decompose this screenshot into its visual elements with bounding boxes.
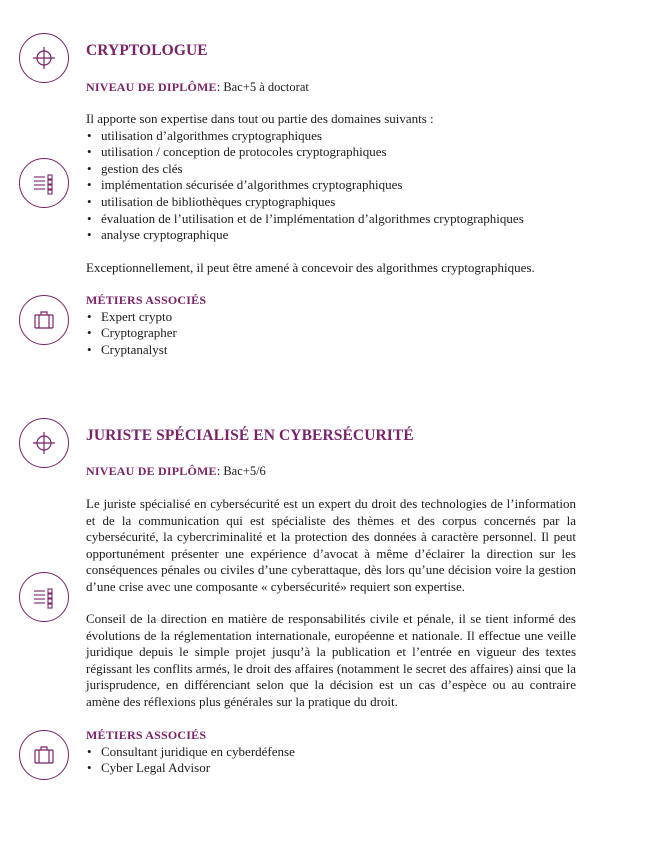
jobs-label: MÉTIERS ASSOCIÉS — [86, 728, 207, 742]
section-title: CRYPTOLOGUE — [86, 42, 208, 59]
crosshair-icon — [19, 33, 69, 83]
list-item: • évaluation de l’utilisation et de l’implémentation d’algorithmes cryptographiques — [86, 211, 576, 228]
intro-text: Il apporte son expertise dans tout ou partie des domaines suivants : — [86, 111, 434, 126]
list-item: • analyse cryptographique — [86, 227, 576, 244]
jobs-block — [86, 727, 576, 777]
list-item: • Expert crypto — [86, 309, 576, 326]
checklist-icon — [19, 158, 69, 208]
list-item: • gestion des clés — [86, 161, 576, 178]
list-item: • utilisation d’algorithmes cryptographiques — [86, 128, 576, 145]
degree-line — [86, 79, 576, 96]
paragraph-1 — [86, 496, 576, 596]
paragraph-2 — [86, 611, 576, 711]
note-block — [86, 260, 576, 277]
degree-label: NIVEAU DE DIPLÔME — [86, 80, 217, 94]
note-text: Exceptionnellement, il peut être amené à concevoir des algorithmes cryptographiques. — [86, 260, 535, 275]
section-juriste — [86, 428, 576, 445]
list-item: • Consultant juridique en cyberdéfense — [86, 744, 576, 761]
jobs-list — [86, 309, 576, 359]
degree-value: : Bac+5 à doctorat — [216, 80, 309, 94]
body-text: Conseil de la direction en matière de responsabilités civile et pénale, il se tient informé des évolutions de la réglementation internationale, européenne et nationale. Il effectue une veille juridique depuis le simple projet jusqu’à la publication et l’entrée en vigueur des textes régissant les conflits armés, le droit des affaires (notamment le secret des affaires) ainsi que la jurisprudence, en différenciant selon que la décision est un cas d’espèce ou au contraire amène des réflexions plus générales sur la pratique du droit. — [86, 611, 576, 709]
jobs-label: MÉTIERS ASSOCIÉS — [86, 293, 207, 307]
list-item: • Cyber Legal Advisor — [86, 760, 576, 777]
crosshair-icon — [19, 418, 69, 468]
list-item: • Cryptographer — [86, 325, 576, 342]
jobs-list — [86, 744, 576, 777]
jobs-block — [86, 292, 576, 358]
section-title: JURISTE SPÉCIALISÉ EN CYBERSÉCURITÉ — [86, 427, 414, 444]
checklist-icon — [19, 572, 69, 622]
domains-block — [86, 111, 576, 244]
list-item: • utilisation / conception de protocoles cryptographiques — [86, 144, 576, 161]
briefcase-icon — [19, 295, 69, 345]
domains-list — [86, 128, 576, 244]
list-item: • implémentation sécurisée d’algorithmes cryptographiques — [86, 177, 576, 194]
body-text: Le juriste spécialisé en cybersécurité est un expert du droit des technologies de l’information et de la communication qui est spécialiste des thèmes et des corpus concernés par la cybersécurité, la cybercriminalité et la protection des données à caractère personnel. Il peut opportunément présenter une expérience d’avocat à même d’éclairer la direction sur les conséquences pénales ou civiles d’une cyberattaque, dès lors qu’une décision voire la gestion d’une crise avec une composante « cybersécurité» requiert son expertise. — [86, 496, 576, 594]
list-item: • utilisation de bibliothèques cryptographiques — [86, 194, 576, 211]
degree-line — [86, 463, 576, 480]
list-item: • Cryptanalyst — [86, 342, 576, 359]
section-cryptologue — [86, 43, 576, 60]
briefcase-icon — [19, 730, 69, 780]
degree-value: : Bac+5/6 — [216, 464, 266, 478]
degree-label: NIVEAU DE DIPLÔME — [86, 464, 217, 478]
